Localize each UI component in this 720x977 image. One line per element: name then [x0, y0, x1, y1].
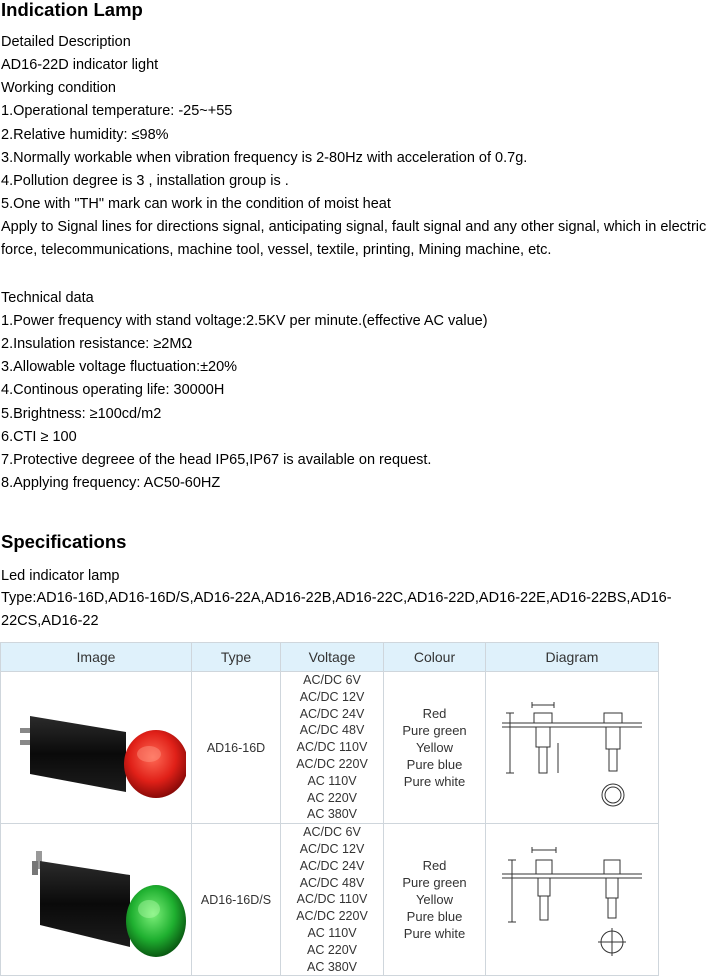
- col-header-image: Image: [1, 643, 192, 672]
- colour-value: Red: [422, 706, 447, 722]
- detail-line: Working condition: [1, 80, 116, 96]
- tech-line: 4.Continous operating life: 30000H: [1, 382, 225, 398]
- detail-line: 3.Normally workable when vibration frequency is 2-80Hz with acceleration of 0.7g.: [1, 150, 528, 166]
- colour-value: Pure white: [403, 926, 466, 942]
- tech-line: 5.Brightness: ≥100cd/m2: [1, 406, 162, 422]
- voltage-value: AC/DC 12V: [299, 841, 365, 856]
- tech-line: 2.Insulation resistance: ≥2MΩ: [1, 336, 193, 352]
- dimension-diagram: [492, 830, 652, 970]
- spec-type-list: Type:AD16-16D,AD16-16D/S,AD16-22A,AD16-22B,AD16-22C,AD16-22D,AD16-22E,AD16-22BS,AD16-22CS,AD16-22: [1, 590, 672, 630]
- voltage-value: AC/DC 24V: [299, 706, 365, 721]
- dimension-diagram: [492, 683, 652, 813]
- voltage-value: AC 110V: [307, 773, 357, 788]
- tech-line: 8.Applying frequency: AC50-60HZ: [1, 475, 221, 491]
- colour-value: Yellow: [415, 892, 454, 908]
- voltage-cell: [281, 824, 384, 976]
- voltage-value: AC/DC 220V: [296, 756, 368, 771]
- colour-value: Pure green: [402, 723, 467, 739]
- table-header-row: [1, 643, 659, 672]
- voltage-value: AC 110V: [307, 925, 357, 940]
- table-row: [1, 824, 659, 976]
- tech-line: 7.Protective degreee of the head IP65,IP67 is available on request.: [1, 452, 432, 468]
- apply-paragraph: Apply to Signal lines for directions signal, anticipating signal, fault signal and any other signal, which in electric force, telecommunications, machine tool, vessel, textile, printing, Mining machine, etc.: [1, 219, 707, 259]
- product-image-cell: [1, 672, 192, 824]
- tech-line: 1.Power frequency with stand voltage:2.5KV per minute.(effective AC value): [1, 313, 488, 329]
- voltage-value: AC 380V: [306, 807, 358, 822]
- type-cell: AD16-16D/S: [192, 824, 281, 976]
- product-image-cell: [1, 824, 192, 976]
- type-cell: AD16-16D: [192, 672, 281, 824]
- detail-line: Detailed Description: [1, 34, 131, 50]
- detail-line: 1.Operational temperature: -25~+55: [1, 103, 233, 119]
- voltage-value: AC 380V: [306, 959, 358, 974]
- voltage-value: AC/DC 110V: [296, 740, 368, 755]
- table-row: [1, 672, 659, 824]
- colour-value: Red: [422, 858, 447, 874]
- colour-value: Pure green: [402, 875, 467, 891]
- col-header-colour: Colour: [384, 643, 486, 672]
- spec-line: Led indicator lamp: [1, 568, 120, 584]
- detail-line: AD16-22D indicator light: [1, 57, 159, 73]
- diagram-cell: [486, 824, 659, 976]
- voltage-value: AC 220V: [306, 790, 358, 805]
- colour-value: Yellow: [415, 740, 454, 756]
- tech-line: Technical data: [1, 290, 94, 306]
- detail-line: 5.One with "TH" mark can work in the condition of moist heat: [1, 196, 391, 212]
- voltage-value: AC 220V: [306, 942, 358, 957]
- tech-line: 3.Allowable voltage fluctuation:±20%: [1, 359, 238, 375]
- page-title: Indication Lamp: [1, 0, 143, 20]
- spec-table: [0, 642, 659, 976]
- voltage-value: AC/DC 220V: [296, 909, 368, 924]
- voltage-value: AC/DC 24V: [299, 858, 365, 873]
- tech-line: 6.CTI ≥ 100: [1, 429, 77, 445]
- colour-value: Pure white: [403, 774, 466, 790]
- col-header-type: Type: [192, 643, 281, 672]
- section-title: Specifications: [1, 531, 127, 552]
- voltage-value: AC/DC 110V: [296, 892, 368, 907]
- voltage-value: AC/DC 48V: [299, 723, 365, 738]
- colour-cell: [384, 672, 486, 824]
- colour-cell: [384, 824, 486, 976]
- col-header-voltage: Voltage: [281, 643, 384, 672]
- voltage-cell: [281, 672, 384, 824]
- diagram-cell: [486, 672, 659, 824]
- voltage-value: AC/DC 12V: [299, 689, 365, 704]
- colour-value: Pure blue: [406, 909, 463, 925]
- green-lamp-image: [6, 835, 186, 965]
- colour-value: Pure blue: [406, 757, 463, 773]
- detail-line: 4.Pollution degree is 3 , installation group is .: [1, 173, 289, 189]
- red-lamp-image: [6, 688, 186, 808]
- voltage-value: AC/DC 6V: [303, 825, 361, 840]
- col-header-diagram: Diagram: [486, 643, 659, 672]
- detail-line: 2.Relative humidity: ≤98%: [1, 127, 169, 143]
- voltage-value: AC/DC 48V: [299, 875, 365, 890]
- voltage-value: AC/DC 6V: [303, 673, 361, 687]
